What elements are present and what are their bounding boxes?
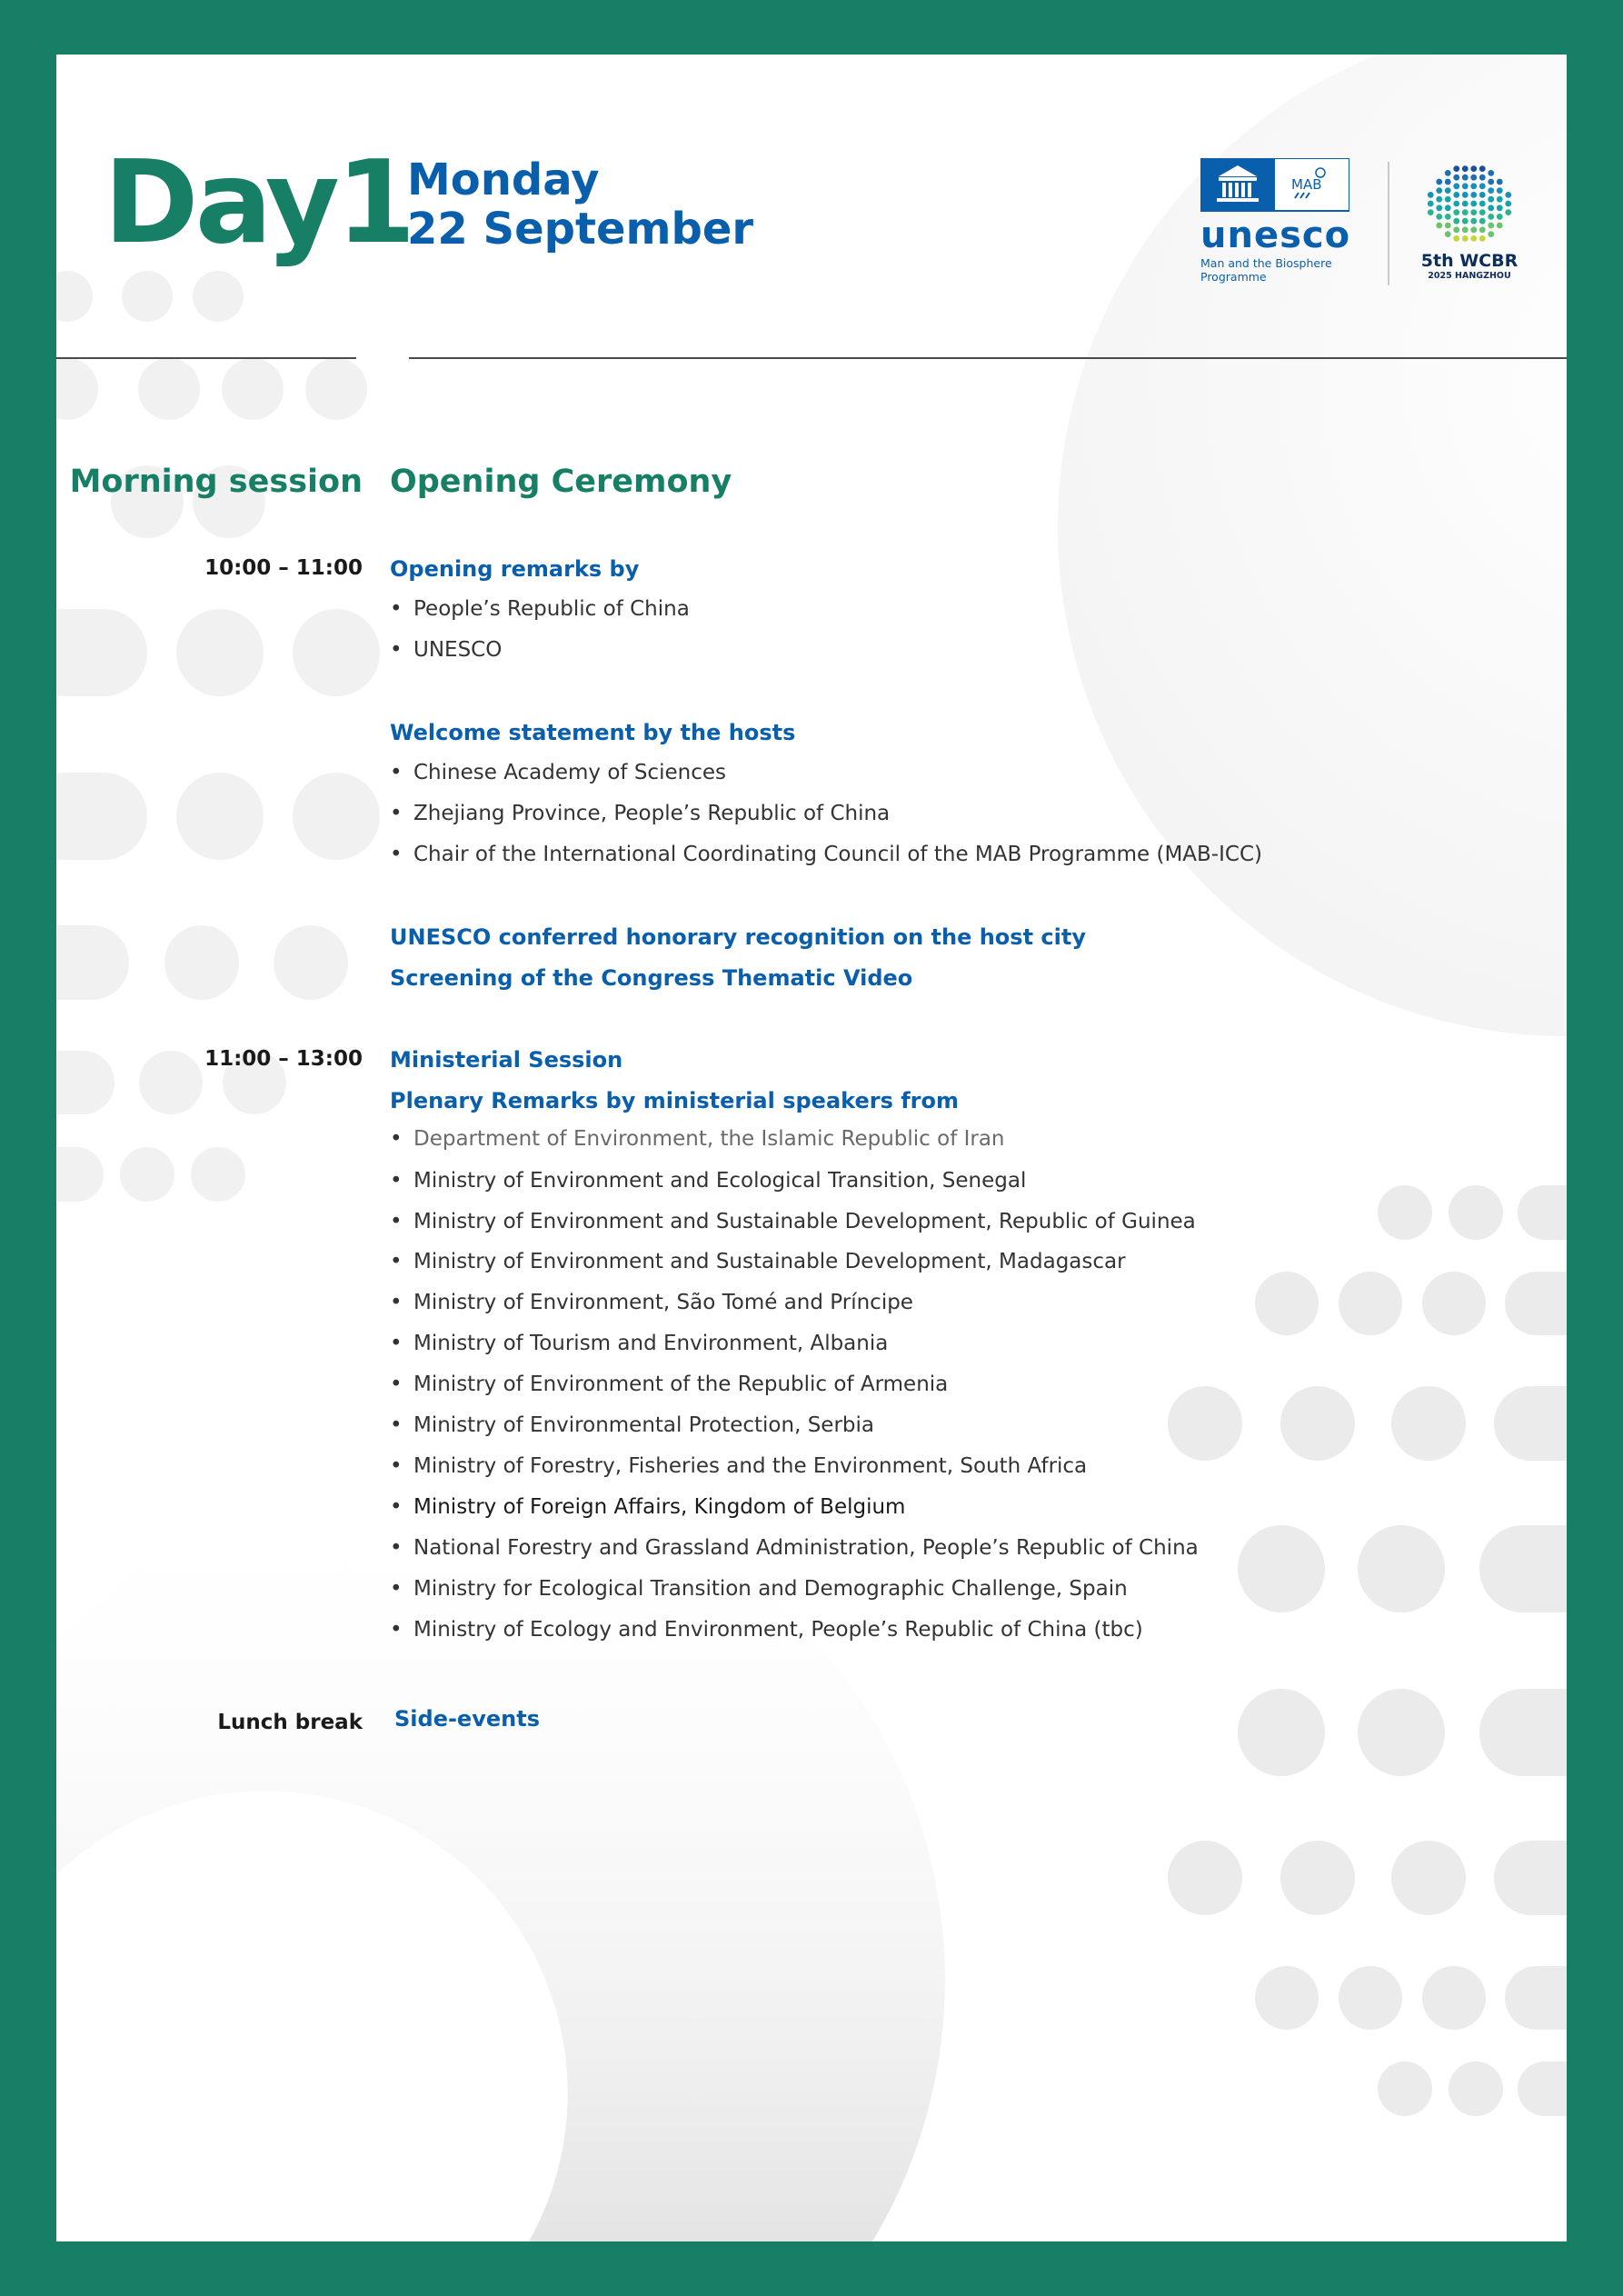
emblem-dot (1445, 187, 1451, 194)
emblem-dot (1462, 175, 1469, 181)
emblem-dot (1462, 201, 1469, 207)
emblem-dot (1445, 196, 1451, 203)
list-item (390, 802, 890, 825)
list-item-text: Ministry of Environment of the Republic of Armenia (413, 1373, 949, 1396)
emblem-dot (1488, 205, 1494, 211)
emblem-dot (1453, 226, 1459, 233)
bullet-icon: • (390, 802, 403, 825)
bullet-icon: • (390, 597, 403, 621)
unesco-emblem (1200, 158, 1349, 213)
time-slot-1: 10:00 – 11:00 (204, 556, 363, 580)
emblem-dot (1436, 205, 1442, 211)
bullet-icon: • (390, 1373, 403, 1396)
emblem-dot (1479, 165, 1486, 172)
dot-matrix-icon (1419, 160, 1519, 247)
emblem-dot (1453, 201, 1459, 207)
side-events-heading: Side-events (394, 1706, 540, 1732)
emblem-dot (1479, 235, 1486, 242)
emblem-dot (1445, 179, 1451, 185)
emblem-dot (1470, 235, 1477, 242)
emblem-dot (1453, 235, 1459, 242)
emblem-dot (1453, 165, 1459, 172)
list-item (390, 597, 690, 621)
list-item-text: People’s Republic of China (413, 597, 690, 621)
emblem-dot (1462, 209, 1469, 215)
bullet-icon: • (390, 1250, 403, 1273)
list-item-text: UNESCO (413, 638, 503, 662)
header-rule-left (56, 357, 356, 359)
bullet-icon: • (390, 1169, 403, 1193)
right-dot-pattern (1168, 1185, 1567, 2116)
list-item (390, 1210, 1196, 1233)
emblem-dot (1497, 179, 1503, 185)
list-item (390, 1413, 874, 1437)
emblem-dot (1497, 205, 1503, 211)
emblem-dot (1470, 175, 1477, 181)
emblem-dot (1505, 192, 1511, 198)
bullet-icon: • (390, 1495, 403, 1519)
emblem-dot (1445, 214, 1451, 220)
emblem-dot (1470, 218, 1477, 225)
list-item-text: Chinese Academy of Sciences (413, 761, 726, 784)
bullet-icon: • (390, 843, 403, 866)
bullet-icon: • (390, 1332, 403, 1355)
emblem-dot (1497, 187, 1503, 194)
list-item (390, 1332, 888, 1355)
list-item-text: Ministry of Ecology and Environment, People’s Republic of China (tbc) (413, 1618, 1143, 1642)
bullet-icon: • (390, 761, 403, 784)
bullet-icon: • (390, 1210, 403, 1233)
emblem-dot (1479, 175, 1486, 181)
emblem-dot (1479, 192, 1486, 198)
emblem-dot (1470, 201, 1477, 207)
list-item-text: Ministry of Forestry, Fisheries and the Environment, South Africa (413, 1454, 1088, 1478)
emblem-dot (1428, 192, 1434, 198)
emblem-dot (1488, 196, 1494, 203)
emblem-dot (1470, 226, 1477, 233)
emblem-dot (1479, 201, 1486, 207)
unesco-logo (1200, 158, 1351, 285)
emblem-dot (1436, 214, 1442, 220)
emblem-dot (1453, 209, 1459, 215)
emblem-dot (1479, 209, 1486, 215)
opening-heading: Opening remarks by (390, 556, 640, 582)
video-heading: Screening of the Congress Thematic Video (390, 965, 913, 991)
list-item (390, 1250, 1126, 1273)
list-item-text: Ministry for Ecological Transition and Demographic Challenge, Spain (413, 1577, 1128, 1601)
date-label: 22 September (407, 204, 754, 255)
emblem-dot (1445, 231, 1451, 237)
list-item-text: Ministry of Environment and Sustainable Development, Madagascar (413, 1250, 1126, 1273)
emblem-dot (1445, 223, 1451, 229)
bullet-icon: • (390, 1618, 403, 1642)
emblem-dot (1462, 183, 1469, 189)
logo-divider (1388, 162, 1389, 285)
emblem-dot (1479, 218, 1486, 225)
list-item-text: Ministry of Foreign Affairs, Kingdom of Belgium (413, 1495, 906, 1519)
weekday-label: Monday (407, 155, 600, 205)
list-item (390, 1536, 1199, 1560)
emblem-dot (1453, 183, 1459, 189)
list-item (390, 638, 502, 662)
emblem-dot (1436, 223, 1442, 229)
emblem-dot (1470, 209, 1477, 215)
emblem-dot (1462, 218, 1469, 225)
emblem-dot (1470, 192, 1477, 198)
bullet-icon: • (390, 1577, 403, 1601)
ministerial-heading: Ministerial Session (390, 1047, 623, 1073)
emblem-dot (1453, 192, 1459, 198)
bullet-icon: • (390, 1291, 403, 1314)
bullet-icon: • (390, 638, 403, 662)
list-item (390, 1495, 905, 1519)
emblem-dot (1436, 187, 1442, 194)
agenda-page (56, 55, 1567, 2241)
emblem-dot (1470, 183, 1477, 189)
list-item (390, 1454, 1087, 1478)
emblem-dot (1488, 170, 1494, 176)
emblem-dot (1488, 214, 1494, 220)
emblem-dot (1436, 179, 1442, 185)
bullet-icon: • (390, 1536, 403, 1560)
emblem-dot (1453, 175, 1459, 181)
bullet-icon: • (390, 1413, 403, 1437)
emblem-dot (1462, 192, 1469, 198)
emblem-dot (1462, 165, 1469, 172)
list-item (390, 1618, 1143, 1642)
emblem-dot (1497, 214, 1503, 220)
emblem-dot (1488, 179, 1494, 185)
mab-mark-text: MAB (1291, 176, 1322, 193)
time-slot-2: 11:00 – 13:00 (204, 1047, 363, 1071)
wcbr-place: 2025 HANGZHOU (1428, 271, 1511, 281)
emblem-dot (1479, 183, 1486, 189)
emblem-dot (1497, 223, 1503, 229)
emblem-dot (1488, 231, 1494, 237)
emblem-dot (1428, 201, 1434, 207)
header-rule-right (409, 357, 1567, 359)
unesco-subtitle (1200, 256, 1351, 284)
emblem-dot (1462, 235, 1469, 242)
emblem-dot (1470, 165, 1477, 172)
emblem-dot (1428, 209, 1434, 215)
list-item (390, 1373, 948, 1396)
bullet-icon: • (390, 1454, 403, 1478)
list-item-text: Ministry of Environmental Protection, Serbia (413, 1413, 874, 1437)
unesco-subtitle-line2: Programme (1200, 270, 1267, 284)
list-item-text: Chair of the International Coordinating Council of the MAB Programme (MAB-ICC) (413, 843, 1262, 866)
day-title: Day1 (104, 135, 413, 269)
emblem-dot (1488, 223, 1494, 229)
wcbr-name: 5th WCBR (1420, 251, 1518, 271)
list-item (390, 843, 1262, 866)
emblem-dot (1488, 187, 1494, 194)
bullet-icon: • (390, 1127, 403, 1151)
emblem-dot (1505, 209, 1511, 215)
ceremony-title: Opening Ceremony (390, 464, 732, 500)
list-item (390, 1577, 1128, 1601)
list-item-text: Department of Environment, the Islamic Republic of Iran (413, 1127, 1005, 1151)
welcome-heading: Welcome statement by the hosts (390, 720, 796, 745)
emblem-dot (1497, 196, 1503, 203)
emblem-dot (1453, 218, 1459, 225)
emblem-dot (1436, 196, 1442, 203)
list-item-text: Ministry of Environment and Sustainable Development, Republic of Guinea (413, 1210, 1196, 1233)
emblem-dot (1505, 201, 1511, 207)
emblem-dot (1445, 170, 1451, 176)
list-item (390, 1169, 1026, 1193)
unesco-subtitle-line1: Man and the Biosphere (1200, 256, 1332, 270)
list-item (390, 1127, 1005, 1151)
list-item-text: Ministry of Tourism and Environment, Albania (413, 1332, 889, 1355)
lunch-label: Lunch break (217, 1711, 363, 1734)
list-item (390, 761, 726, 784)
emblem-dot (1479, 226, 1486, 233)
emblem-dot (1445, 205, 1451, 211)
session-label: Morning session (69, 464, 363, 500)
list-item (390, 1291, 913, 1314)
plenary-heading: Plenary Remarks by ministerial speakers from (390, 1088, 959, 1113)
list-item-text: National Forestry and Grassland Administration, People’s Republic of China (413, 1536, 1199, 1560)
list-item-text: Ministry of Environment and Ecological Transition, Senegal (413, 1169, 1027, 1193)
list-item-text: Ministry of Environment, São Tomé and Príncipe (413, 1291, 913, 1314)
list-item-text: Zhejiang Province, People’s Republic of China (413, 802, 891, 825)
emblem-dot (1462, 226, 1469, 233)
unesco-wordmark: unesco (1200, 215, 1351, 256)
wcbr-logo (1419, 160, 1519, 287)
recognition-heading: UNESCO conferred honorary recognition on the host city (390, 924, 1086, 950)
